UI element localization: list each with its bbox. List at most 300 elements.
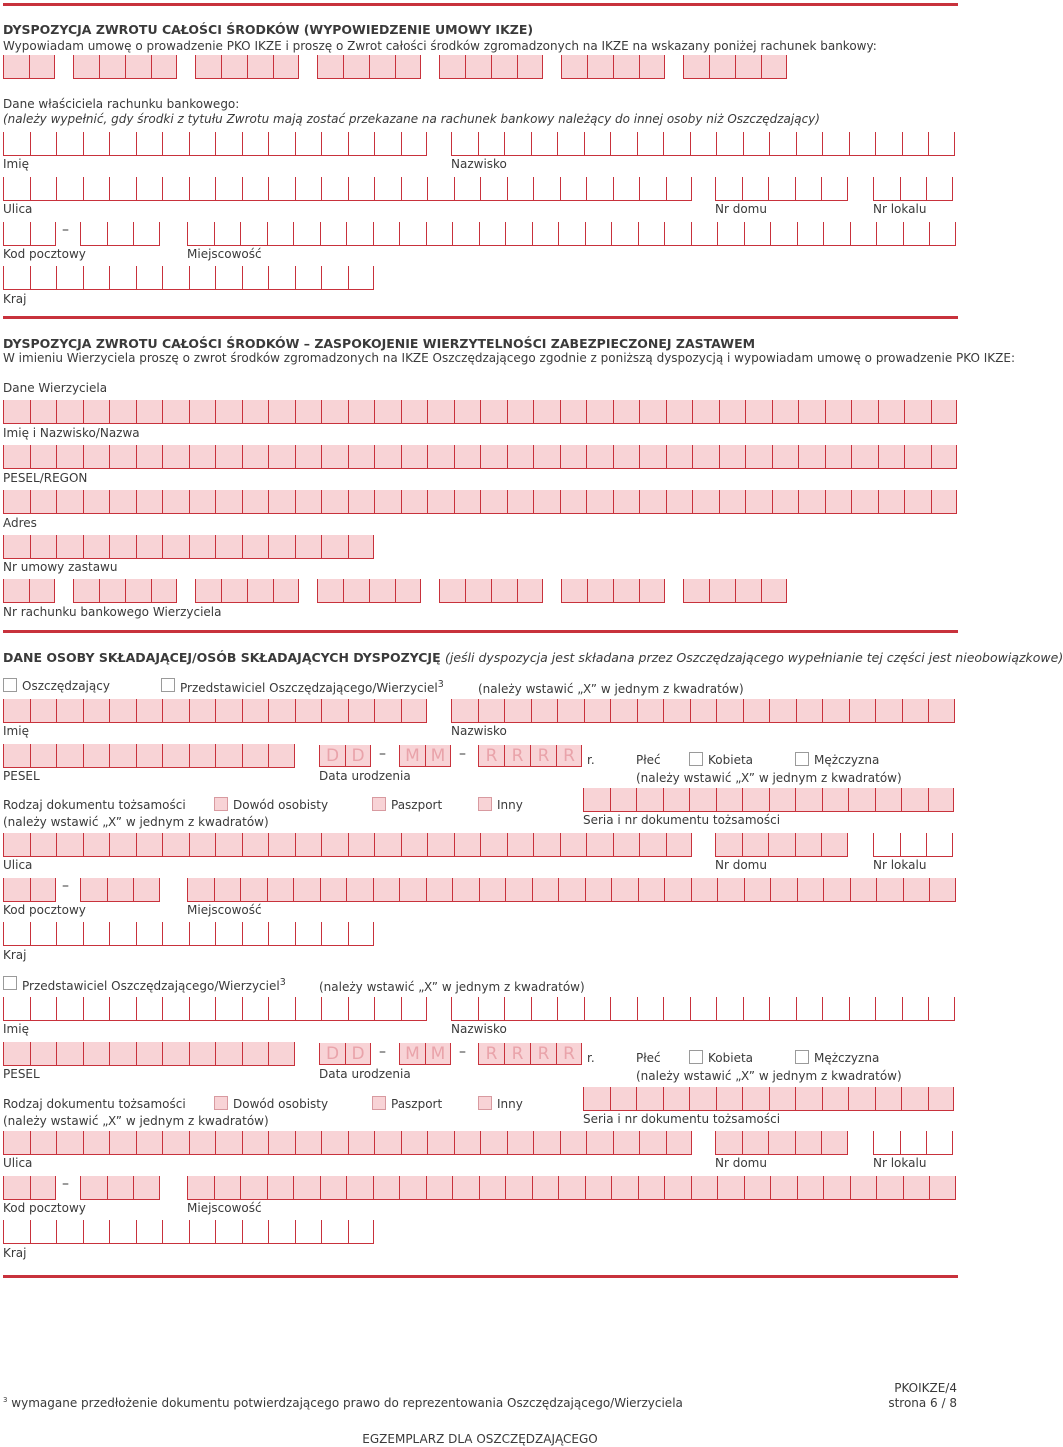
comb-cell[interactable] xyxy=(107,878,134,902)
comb-cell[interactable] xyxy=(560,833,587,857)
comb-cell[interactable] xyxy=(772,400,799,424)
comb-cell[interactable] xyxy=(825,490,852,514)
comb-cell[interactable] xyxy=(931,400,958,424)
comb-cell[interactable] xyxy=(215,922,242,946)
comb-cell[interactable] xyxy=(742,833,769,857)
comb-cell[interactable] xyxy=(401,132,428,156)
comb-cell[interactable] xyxy=(585,1176,612,1200)
comb-cell[interactable] xyxy=(215,1042,242,1066)
comb-cell[interactable] xyxy=(268,744,295,768)
comb-cell[interactable] xyxy=(293,1176,320,1200)
comb-cell[interactable] xyxy=(321,400,348,424)
comb-cell[interactable] xyxy=(295,922,322,946)
comb-cell[interactable] xyxy=(83,922,110,946)
a-postcode-field-1[interactable] xyxy=(3,878,56,902)
comb-cell[interactable] xyxy=(373,1176,400,1200)
comb-cell[interactable] xyxy=(478,132,505,156)
comb-cell[interactable] xyxy=(321,1220,348,1244)
comb-cell[interactable] xyxy=(663,699,690,723)
comb-cell[interactable] xyxy=(454,177,481,201)
comb-cell[interactable] xyxy=(369,55,395,79)
comb-cell[interactable] xyxy=(717,878,744,902)
comb-cell[interactable] xyxy=(83,1042,110,1066)
owner-last-name-field[interactable] xyxy=(451,132,955,156)
comb-cell[interactable] xyxy=(904,400,931,424)
comb-cell[interactable] xyxy=(504,997,531,1021)
comb-cell[interactable] xyxy=(878,400,905,424)
comb-cell[interactable] xyxy=(195,579,221,603)
comb-cell[interactable] xyxy=(454,1131,481,1155)
comb-cell[interactable] xyxy=(716,132,743,156)
comb-cell[interactable] xyxy=(29,579,55,603)
comb-cell[interactable] xyxy=(926,177,953,201)
comb-cell[interactable] xyxy=(401,445,428,469)
comb-cell[interactable] xyxy=(293,222,320,246)
comb-cell[interactable] xyxy=(56,744,83,768)
comb-cell[interactable] xyxy=(242,699,269,723)
comb-cell[interactable] xyxy=(136,177,163,201)
comb-cell[interactable] xyxy=(30,744,57,768)
comb-cell[interactable] xyxy=(80,878,107,902)
comb-cell[interactable] xyxy=(214,878,241,902)
comb-cell[interactable] xyxy=(452,222,479,246)
comb-cell[interactable] xyxy=(768,1131,795,1155)
a-female-checkbox[interactable] xyxy=(689,752,703,766)
comb-cell[interactable] xyxy=(30,132,57,156)
comb-cell[interactable] xyxy=(715,1131,742,1155)
comb-cell[interactable] xyxy=(348,490,375,514)
comb-cell[interactable] xyxy=(900,177,927,201)
comb-cell[interactable] xyxy=(3,55,29,79)
comb-cell[interactable] xyxy=(162,400,189,424)
comb-cell[interactable] xyxy=(3,222,30,246)
comb-cell[interactable] xyxy=(929,1176,956,1200)
a-birth-year[interactable] xyxy=(478,745,582,767)
comb-cell[interactable] xyxy=(505,1176,532,1200)
b-flat-field[interactable] xyxy=(873,1131,953,1155)
comb-cell[interactable] xyxy=(744,878,771,902)
comb-cell[interactable] xyxy=(109,445,136,469)
comb-cell[interactable] xyxy=(109,997,136,1021)
comb-cell[interactable] xyxy=(719,490,746,514)
comb-cell[interactable] xyxy=(742,788,769,812)
comb-cell[interactable] xyxy=(491,579,517,603)
comb-cell[interactable] xyxy=(136,833,163,857)
comb-cell[interactable] xyxy=(585,222,612,246)
comb-cell[interactable] xyxy=(770,1176,797,1200)
comb-cell[interactable] xyxy=(214,222,241,246)
b-street-field[interactable] xyxy=(3,1131,692,1155)
comb-cell[interactable] xyxy=(215,1220,242,1244)
comb-cell[interactable] xyxy=(3,997,30,1021)
comb-cell[interactable] xyxy=(558,1176,585,1200)
comb-cell[interactable] xyxy=(666,1131,693,1155)
comb-cell[interactable] xyxy=(798,445,825,469)
comb-cell[interactable] xyxy=(56,132,83,156)
comb-cell[interactable] xyxy=(30,445,57,469)
comb-cell[interactable] xyxy=(242,997,269,1021)
comb-cell[interactable] xyxy=(242,445,269,469)
comb-cell[interactable] xyxy=(273,55,299,79)
comb-cell[interactable] xyxy=(267,222,294,246)
comb-cell[interactable] xyxy=(56,833,83,857)
comb-cell[interactable] xyxy=(133,222,160,246)
owner-house-field[interactable] xyxy=(715,177,848,201)
comb-cell[interactable] xyxy=(742,1087,769,1111)
comb-cell[interactable] xyxy=(902,997,929,1021)
comb-cell[interactable] xyxy=(849,699,876,723)
comb-cell[interactable] xyxy=(797,222,824,246)
comb-cell[interactable] xyxy=(136,400,163,424)
comb-cell[interactable] xyxy=(691,1176,718,1200)
comb-cell[interactable] xyxy=(401,997,428,1021)
comb-cell[interactable] xyxy=(822,1087,849,1111)
comb-cell[interactable] xyxy=(586,400,613,424)
comb-cell[interactable] xyxy=(320,1176,347,1200)
b-other-checkbox[interactable] xyxy=(478,1096,492,1110)
creditor-account-field[interactable] xyxy=(3,579,787,603)
comb-cell[interactable] xyxy=(401,490,428,514)
comb-cell[interactable] xyxy=(761,579,787,603)
comb-cell[interactable] xyxy=(876,878,903,902)
a-id-card-checkbox[interactable] xyxy=(214,797,228,811)
comb-cell[interactable] xyxy=(348,1131,375,1155)
comb-cell[interactable] xyxy=(268,833,295,857)
comb-cell[interactable] xyxy=(73,55,99,79)
comb-cell[interactable] xyxy=(876,222,903,246)
comb-cell[interactable] xyxy=(189,1042,216,1066)
comb-cell[interactable] xyxy=(247,579,273,603)
comb-cell[interactable] xyxy=(586,833,613,857)
comb-cell[interactable] xyxy=(479,222,506,246)
comb-cell[interactable] xyxy=(242,400,269,424)
comb-cell[interactable] xyxy=(770,878,797,902)
comb-cell[interactable] xyxy=(348,177,375,201)
comb-cell[interactable] xyxy=(189,132,216,156)
b-id-card-checkbox[interactable] xyxy=(214,1096,228,1110)
comb-cell[interactable] xyxy=(399,1176,426,1200)
comb-cell[interactable] xyxy=(348,535,375,559)
comb-cell[interactable] xyxy=(465,55,491,79)
comb-cell[interactable] xyxy=(56,177,83,201)
comb-cell[interactable] xyxy=(638,1176,665,1200)
comb-cell[interactable] xyxy=(83,445,110,469)
comb-cell[interactable] xyxy=(3,1176,30,1200)
comb-cell[interactable] xyxy=(189,535,216,559)
comb-cell[interactable] xyxy=(426,222,453,246)
a-house-field[interactable] xyxy=(715,833,848,857)
b-city-field[interactable] xyxy=(187,1176,956,1200)
comb-cell[interactable] xyxy=(691,222,718,246)
comb-cell[interactable] xyxy=(610,699,637,723)
comb-cell[interactable] xyxy=(851,490,878,514)
comb-cell[interactable] xyxy=(83,400,110,424)
comb-cell[interactable] xyxy=(583,788,610,812)
comb-cell[interactable] xyxy=(321,490,348,514)
comb-cell[interactable] xyxy=(30,922,57,946)
comb-cell[interactable] xyxy=(3,922,30,946)
comb-cell[interactable] xyxy=(426,878,453,902)
comb-cell[interactable] xyxy=(480,177,507,201)
comb-cell[interactable] xyxy=(401,699,428,723)
comb-cell[interactable] xyxy=(613,1131,640,1155)
comb-cell[interactable] xyxy=(80,1176,107,1200)
comb-cell[interactable] xyxy=(797,1176,824,1200)
comb-cell[interactable] xyxy=(30,997,57,1021)
comb-cell[interactable] xyxy=(162,833,189,857)
comb-cell[interactable] xyxy=(30,1176,57,1200)
comb-cell[interactable] xyxy=(557,132,584,156)
comb-cell[interactable] xyxy=(850,222,877,246)
b-doc-number-field[interactable] xyxy=(583,1087,954,1111)
comb-cell[interactable] xyxy=(374,833,401,857)
comb-cell[interactable] xyxy=(162,1131,189,1155)
comb-cell[interactable] xyxy=(348,266,375,290)
comb-cell[interactable] xyxy=(295,699,322,723)
comb-cell[interactable] xyxy=(560,490,587,514)
a-other-checkbox[interactable] xyxy=(478,797,492,811)
comb-cell[interactable] xyxy=(109,744,136,768)
comb-cell[interactable] xyxy=(399,222,426,246)
comb-cell[interactable] xyxy=(637,132,664,156)
comb-cell[interactable] xyxy=(878,445,905,469)
comb-cell[interactable] xyxy=(716,699,743,723)
comb-cell[interactable] xyxy=(491,55,517,79)
comb-cell[interactable] xyxy=(585,878,612,902)
comb-cell[interactable] xyxy=(742,1131,769,1155)
comb-cell[interactable] xyxy=(531,699,558,723)
comb-cell[interactable] xyxy=(505,222,532,246)
comb-cell[interactable] xyxy=(823,878,850,902)
comb-cell[interactable] xyxy=(795,833,822,857)
comb-cell[interactable] xyxy=(584,132,611,156)
comb-cell[interactable] xyxy=(517,55,543,79)
comb-cell[interactable] xyxy=(821,177,848,201)
comb-cell[interactable] xyxy=(560,177,587,201)
comb-cell[interactable] xyxy=(928,997,955,1021)
a-birth-month[interactable] xyxy=(399,745,451,767)
comb-cell[interactable] xyxy=(639,445,666,469)
comb-cell[interactable] xyxy=(875,699,902,723)
comb-cell[interactable] xyxy=(610,1087,637,1111)
comb-cell[interactable] xyxy=(666,177,693,201)
comb-cell[interactable] xyxy=(215,266,242,290)
comb-cell[interactable] xyxy=(904,445,931,469)
comb-cell[interactable] xyxy=(717,1176,744,1200)
comb-cell[interactable] xyxy=(83,1220,110,1244)
comb-cell[interactable] xyxy=(613,400,640,424)
comb-cell[interactable] xyxy=(928,788,955,812)
comb-cell[interactable] xyxy=(83,535,110,559)
comb-cell[interactable] xyxy=(189,997,216,1021)
b-house-field[interactable] xyxy=(715,1131,848,1155)
comb-cell[interactable] xyxy=(268,922,295,946)
comb-cell[interactable] xyxy=(268,997,295,1021)
comb-cell[interactable] xyxy=(639,833,666,857)
comb-cell[interactable] xyxy=(268,400,295,424)
comb-cell[interactable] xyxy=(240,1176,267,1200)
comb-cell[interactable] xyxy=(295,833,322,857)
comb-cell[interactable] xyxy=(902,699,929,723)
comb-cell[interactable] xyxy=(636,788,663,812)
comb-cell[interactable] xyxy=(825,445,852,469)
comb-cell[interactable] xyxy=(30,878,57,902)
comb-cell[interactable] xyxy=(480,445,507,469)
comb-cell[interactable] xyxy=(109,833,136,857)
comb-cell[interactable] xyxy=(664,878,691,902)
comb-cell[interactable] xyxy=(507,490,534,514)
comb-cell[interactable] xyxy=(586,1131,613,1155)
comb-cell[interactable] xyxy=(321,266,348,290)
comb-cell[interactable] xyxy=(638,878,665,902)
comb-cell[interactable] xyxy=(769,132,796,156)
pledge-agreement-field[interactable] xyxy=(3,535,374,559)
comb-cell[interactable] xyxy=(136,699,163,723)
comb-cell[interactable] xyxy=(30,400,57,424)
comb-cell[interactable] xyxy=(850,878,877,902)
comb-cell[interactable] xyxy=(30,1131,57,1155)
comb-cell[interactable] xyxy=(451,699,478,723)
comb-cell[interactable] xyxy=(743,132,770,156)
comb-cell[interactable] xyxy=(109,922,136,946)
comb-cell[interactable] xyxy=(107,1176,134,1200)
comb-cell[interactable] xyxy=(320,878,347,902)
comb-cell[interactable] xyxy=(795,177,822,201)
comb-cell[interactable] xyxy=(613,55,639,79)
comb-cell[interactable] xyxy=(268,535,295,559)
comb-cell[interactable] xyxy=(532,1176,559,1200)
owner-postcode-field-2[interactable] xyxy=(80,222,160,246)
comb-cell[interactable] xyxy=(162,266,189,290)
comb-cell[interactable] xyxy=(83,266,110,290)
comb-cell[interactable] xyxy=(320,222,347,246)
comb-cell[interactable] xyxy=(848,788,875,812)
b-female-checkbox[interactable] xyxy=(689,1050,703,1064)
comb-cell[interactable] xyxy=(295,1131,322,1155)
comb-cell[interactable] xyxy=(242,266,269,290)
creditor-pesel-field[interactable] xyxy=(3,445,957,469)
comb-cell[interactable] xyxy=(136,744,163,768)
comb-cell[interactable] xyxy=(215,177,242,201)
comb-cell[interactable] xyxy=(639,579,665,603)
comb-cell[interactable] xyxy=(346,222,373,246)
comb-cell[interactable] xyxy=(532,222,559,246)
comb-cell[interactable] xyxy=(30,535,57,559)
comb-cell[interactable] xyxy=(83,833,110,857)
comb-cell[interactable] xyxy=(613,579,639,603)
comb-cell[interactable] xyxy=(796,132,823,156)
comb-cell[interactable] xyxy=(692,400,719,424)
comb-cell[interactable] xyxy=(613,177,640,201)
comb-cell[interactable] xyxy=(162,1220,189,1244)
comb-cell[interactable] xyxy=(215,132,242,156)
comb-cell[interactable] xyxy=(533,833,560,857)
comb-cell[interactable] xyxy=(3,579,29,603)
comb-cell[interactable] xyxy=(136,1042,163,1066)
comb-cell[interactable] xyxy=(136,490,163,514)
comb-cell[interactable] xyxy=(268,490,295,514)
comb-cell[interactable] xyxy=(374,997,401,1021)
comb-cell[interactable] xyxy=(587,55,613,79)
comb-cell[interactable] xyxy=(348,922,375,946)
comb-cell[interactable] xyxy=(692,445,719,469)
comb-cell[interactable] xyxy=(743,997,770,1021)
comb-cell[interactable] xyxy=(745,445,772,469)
comb-cell[interactable] xyxy=(56,445,83,469)
comb-cell[interactable] xyxy=(690,132,717,156)
comb-cell[interactable] xyxy=(532,878,559,902)
comb-cell[interactable] xyxy=(3,699,30,723)
comb-cell[interactable] xyxy=(3,132,30,156)
comb-cell[interactable] xyxy=(610,997,637,1021)
comb-cell[interactable] xyxy=(242,132,269,156)
comb-cell[interactable] xyxy=(611,878,638,902)
comb-cell[interactable] xyxy=(369,579,395,603)
comb-cell[interactable] xyxy=(639,1131,666,1155)
comb-cell[interactable] xyxy=(822,132,849,156)
comb-cell[interactable] xyxy=(663,997,690,1021)
comb-cell[interactable] xyxy=(125,55,151,79)
comb-cell[interactable] xyxy=(507,400,534,424)
comb-cell[interactable] xyxy=(480,490,507,514)
comb-cell[interactable] xyxy=(162,132,189,156)
comb-cell[interactable] xyxy=(531,132,558,156)
comb-cell[interactable] xyxy=(902,132,929,156)
comb-cell[interactable] xyxy=(683,579,709,603)
owner-postcode-field-1[interactable] xyxy=(3,222,56,246)
comb-cell[interactable] xyxy=(136,445,163,469)
comb-cell[interactable] xyxy=(769,997,796,1021)
comb-cell[interactable] xyxy=(822,699,849,723)
comb-cell[interactable] xyxy=(613,833,640,857)
comb-cell[interactable] xyxy=(451,132,478,156)
comb-cell[interactable] xyxy=(586,177,613,201)
comb-cell[interactable] xyxy=(770,222,797,246)
comb-cell[interactable] xyxy=(109,177,136,201)
comb-cell[interactable] xyxy=(348,132,375,156)
comb-cell[interactable] xyxy=(478,699,505,723)
comb-cell[interactable] xyxy=(426,1176,453,1200)
comb-cell[interactable] xyxy=(30,1220,57,1244)
comb-cell[interactable] xyxy=(242,922,269,946)
comb-cell[interactable] xyxy=(479,1176,506,1200)
comb-cell[interactable] xyxy=(136,1131,163,1155)
comb-cell[interactable] xyxy=(797,878,824,902)
comb-cell[interactable] xyxy=(215,535,242,559)
comb-cell[interactable] xyxy=(136,922,163,946)
comb-cell[interactable] xyxy=(348,699,375,723)
comb-cell[interactable] xyxy=(189,744,216,768)
comb-cell[interactable] xyxy=(125,579,151,603)
comb-cell[interactable] xyxy=(401,833,428,857)
comb-cell[interactable] xyxy=(401,177,428,201)
comb-cell[interactable] xyxy=(189,400,216,424)
comb-cell[interactable] xyxy=(761,55,787,79)
comb-cell[interactable] xyxy=(3,744,30,768)
a-passport-checkbox[interactable] xyxy=(372,797,386,811)
comb-cell[interactable] xyxy=(321,833,348,857)
comb-cell[interactable] xyxy=(343,579,369,603)
comb-cell[interactable] xyxy=(611,1176,638,1200)
comb-cell[interactable] xyxy=(690,699,717,723)
comb-cell[interactable] xyxy=(586,445,613,469)
comb-cell[interactable] xyxy=(666,833,693,857)
comb-cell[interactable] xyxy=(504,132,531,156)
comb-cell[interactable] xyxy=(768,833,795,857)
comb-cell[interactable] xyxy=(83,699,110,723)
comb-cell[interactable] xyxy=(715,833,742,857)
comb-cell[interactable] xyxy=(795,788,822,812)
